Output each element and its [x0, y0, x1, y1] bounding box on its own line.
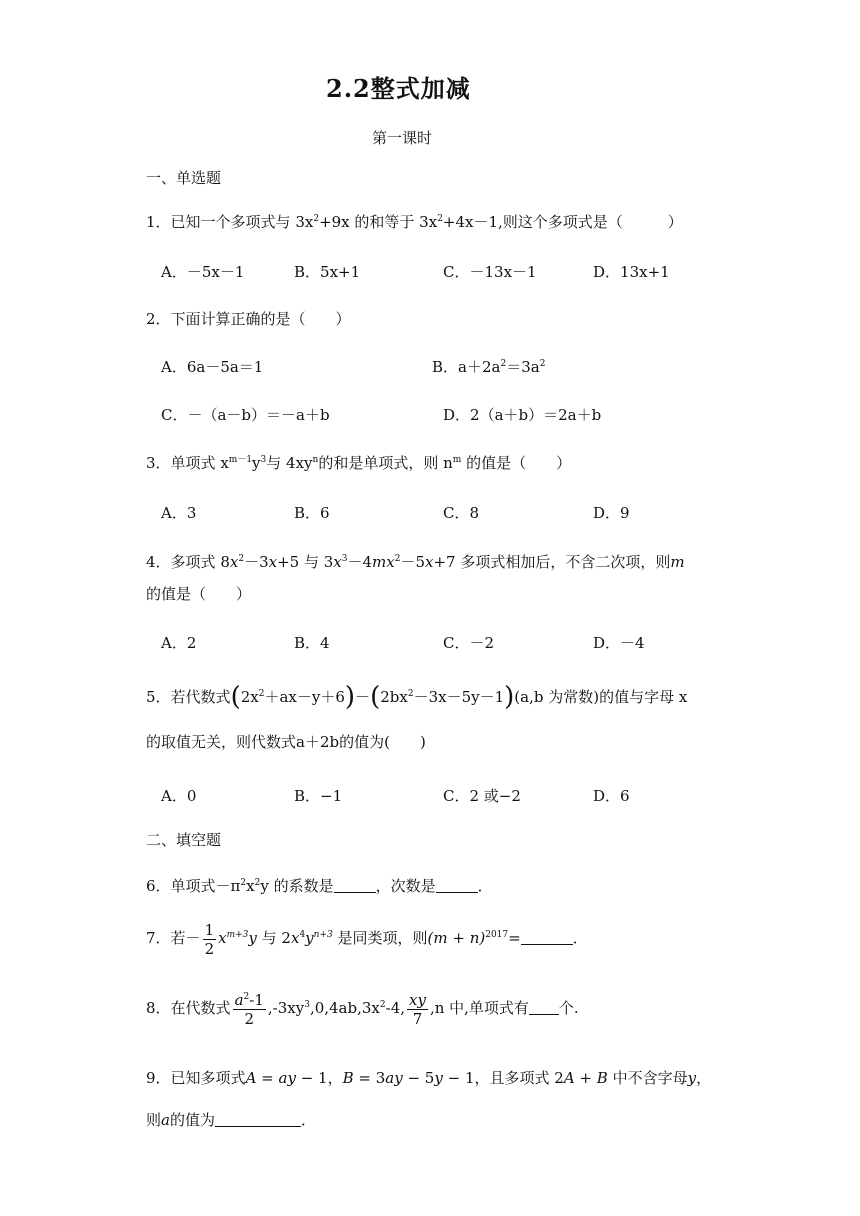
- option-d: D．6: [593, 787, 630, 805]
- option-c: C．2 或−2: [443, 787, 521, 805]
- option-a: A．0: [161, 787, 197, 805]
- option-b: B．4: [294, 634, 330, 652]
- question-4-line2: 的值是（ ）: [146, 585, 252, 603]
- option-c: C．8: [443, 504, 480, 522]
- question-5-line2: 的取值无关，则代数式a＋2b的值为( ): [146, 733, 426, 751]
- option-d: D．9: [593, 504, 630, 522]
- section-heading-single-choice: 一、单选题: [146, 169, 222, 187]
- question-number: 9．: [146, 1069, 171, 1087]
- question-5: 5．若代数式$(2x^2+ax-y+6)-(2bx^2-3x-5y-1)(a,b$ 为常数)的值与字母 x: [146, 682, 688, 712]
- option-c: C．－2: [443, 634, 495, 652]
- question-1: 1．已知一个多项式与 $3x^2+9x$ 的和等于 $3x^2+4x-1$,则这个多项式是（ ）: [146, 213, 683, 231]
- question-2: 2．下面计算正确的是（ ）: [146, 310, 351, 328]
- fraction: $\frac{1}{2}$: [204, 920, 215, 958]
- option-a: A．2: [161, 634, 197, 652]
- question-number: 6．: [146, 877, 171, 895]
- question-number: 1．: [146, 213, 171, 231]
- answer-blank[interactable]: [529, 1000, 559, 1015]
- question-number: 7．: [146, 929, 171, 947]
- question-number: 3．: [146, 454, 171, 472]
- option-b: B．−1: [294, 787, 343, 805]
- question-number: 4．: [146, 553, 171, 571]
- question-4: 4．多项式 $8x^2-3x+5$ 与 $3x^3-4mx^2-5x+7$ 多项式相加后，不含二次项，则m: [146, 553, 685, 571]
- question-number: 8．: [146, 999, 171, 1017]
- page-title: 2.2整式加减: [326, 74, 471, 103]
- question-9-line2: 则a的值为 ．: [146, 1111, 316, 1129]
- option-a: A．3: [161, 504, 197, 522]
- fraction: $\frac{xy}{7}$: [409, 990, 426, 1028]
- option-c: C．－（a－b）＝－a＋b: [161, 406, 330, 424]
- option-b: B．$a+2a^2=3a^2$: [432, 358, 546, 376]
- option-d: D．－4: [593, 634, 645, 652]
- page-subtitle: 第一课时: [372, 129, 433, 147]
- question-7: 7．若－ $\frac{1}{2}$ $x^{m+3}y$ 与 $2x^4y^{n+3}$ 是同类项，则$(m + n)^{2017}=$ ．: [146, 920, 588, 958]
- option-c: C．－13x－1: [443, 263, 537, 281]
- answer-blank[interactable]: [215, 1112, 301, 1127]
- question-9: 9．已知多项式A = ay − 1，B = 3ay − 5y − 1，且多项式 2A + B 中不含字母y，: [146, 1069, 712, 1087]
- option-d: D．2（a＋b）＝2a＋b: [443, 406, 602, 424]
- answer-blank[interactable]: [521, 930, 573, 945]
- question-3: 3．单项式 $x^{m-1}y^3$与 $4xy^n$的和是单项式，则 $n^m$ 的值是（ ）: [146, 454, 572, 472]
- question-6: 6．单项式$-\pi^2x^2y$ 的系数是 ，次数是 ．: [146, 877, 493, 895]
- question-8: 8．在代数式 $\frac{a^2-1}{2}$ $,-3xy^3,0,4ab,3x^2-4$, $\frac{xy}{7}$ ,n 中,单项式有 个.: [146, 990, 579, 1028]
- answer-blank[interactable]: [436, 878, 478, 893]
- answer-blank[interactable]: [334, 878, 376, 893]
- question-number: 5．: [146, 688, 171, 706]
- fraction: $\frac{a^2-1}{2}$: [234, 990, 264, 1028]
- option-d: D．13x+1: [593, 263, 670, 281]
- question-number: 2．: [146, 310, 171, 328]
- option-a: A．－5x－1: [161, 263, 245, 281]
- option-a: A．6a－5a＝1: [161, 358, 264, 376]
- option-b: B．6: [294, 504, 330, 522]
- section-heading-fill-in: 二、填空题: [146, 831, 222, 849]
- option-b: B．5x+1: [294, 263, 361, 281]
